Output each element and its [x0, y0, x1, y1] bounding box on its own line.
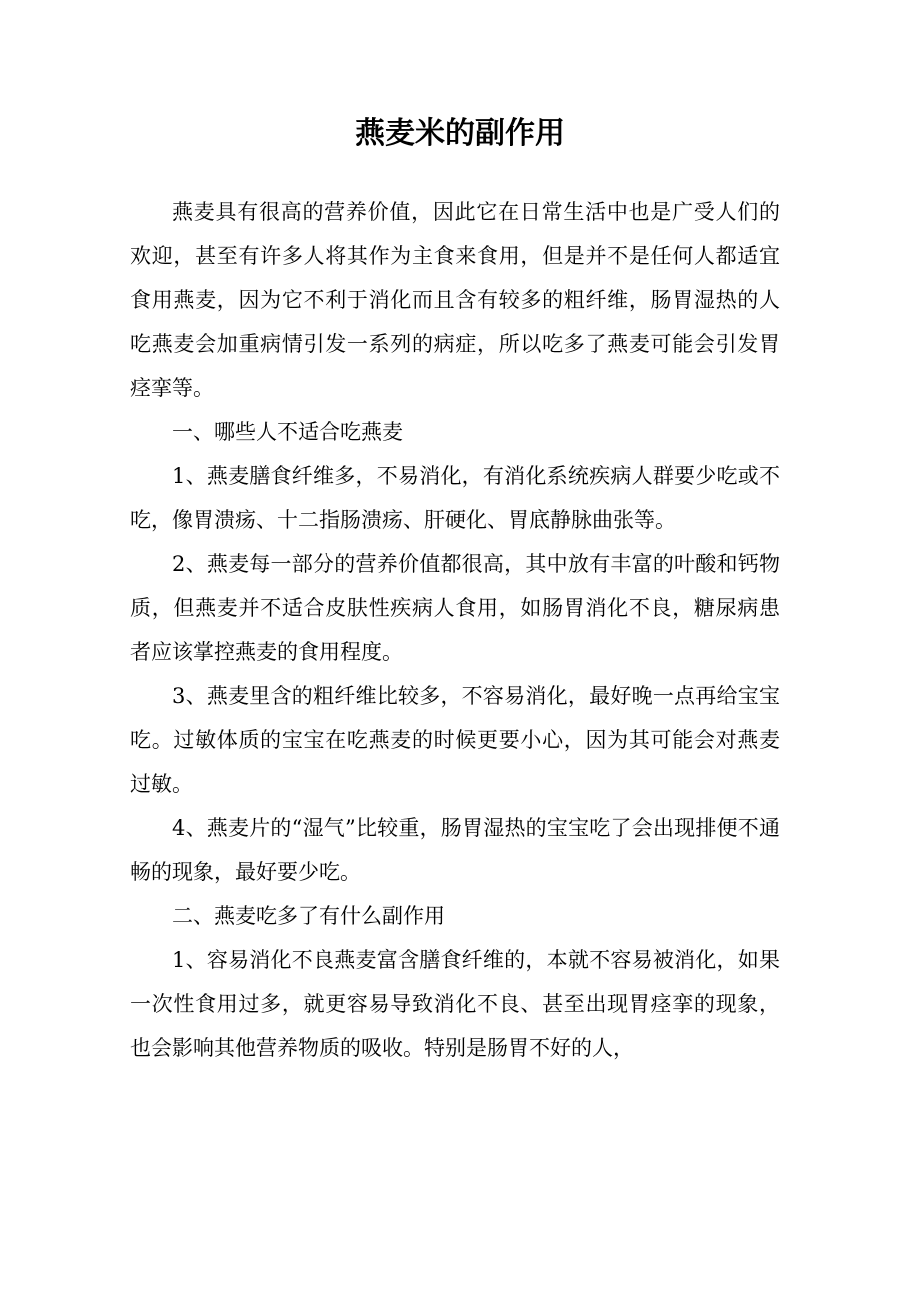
section-heading-2: 二、燕麦吃多了有什么副作用 [172, 904, 445, 928]
list-item-1-2: 2、燕麦每一部分的营养价值都很高，其中放有丰富的叶酸和钙物质，但燕麦并不适合皮肤性疾病人食用，如肠胃消化不良，糖尿病患者应该掌控燕麦的食用程度。 [130, 552, 780, 664]
list-item-1-4: 4、燕麦片的“湿气”比较重，肠胃湿热的宝宝吃了会出现排便不通畅的现象，最好要少吃。 [130, 816, 780, 884]
list-item-2-1: 1、容易消化不良燕麦富含膳食纤维的，本就不容易被消化，如果一次性食用过多，就更容易导致消化不良、甚至出现胃痉挛的现象，也会影响其他营养物质的吸收。特别是肠胃不好的人， [130, 948, 780, 1060]
section-heading-1: 一、哪些人不适合吃燕麦 [172, 420, 403, 444]
list-item-1-1: 1、燕麦膳食纤维多，不易消化，有消化系统疾病人群要少吃或不吃，像胃溃疡、十二指肠溃疡、肝硬化、胃底静脉曲张等。 [130, 464, 780, 532]
document-body [130, 190, 780, 1070]
intro-paragraph: 燕麦具有很高的营养价值，因此它在日常生活中也是广受人们的欢迎，甚至有许多人将其作为主食来食用，但是并不是任何人都适宜食用燕麦，因为它不利于消化而且含有较多的粗纤维，肠胃湿热的人吃燕麦会加重病情引发一系列的病症，所以吃多了燕麦可能会引发胃痉挛等。 [130, 200, 780, 400]
page-title: 燕麦米的副作用 [355, 116, 565, 151]
list-item-1-3: 3、燕麦里含的粗纤维比较多，不容易消化，最好晚一点再给宝宝吃。过敏体质的宝宝在吃燕麦的时候更要小心，因为其可能会对燕麦过敏。 [130, 684, 780, 796]
